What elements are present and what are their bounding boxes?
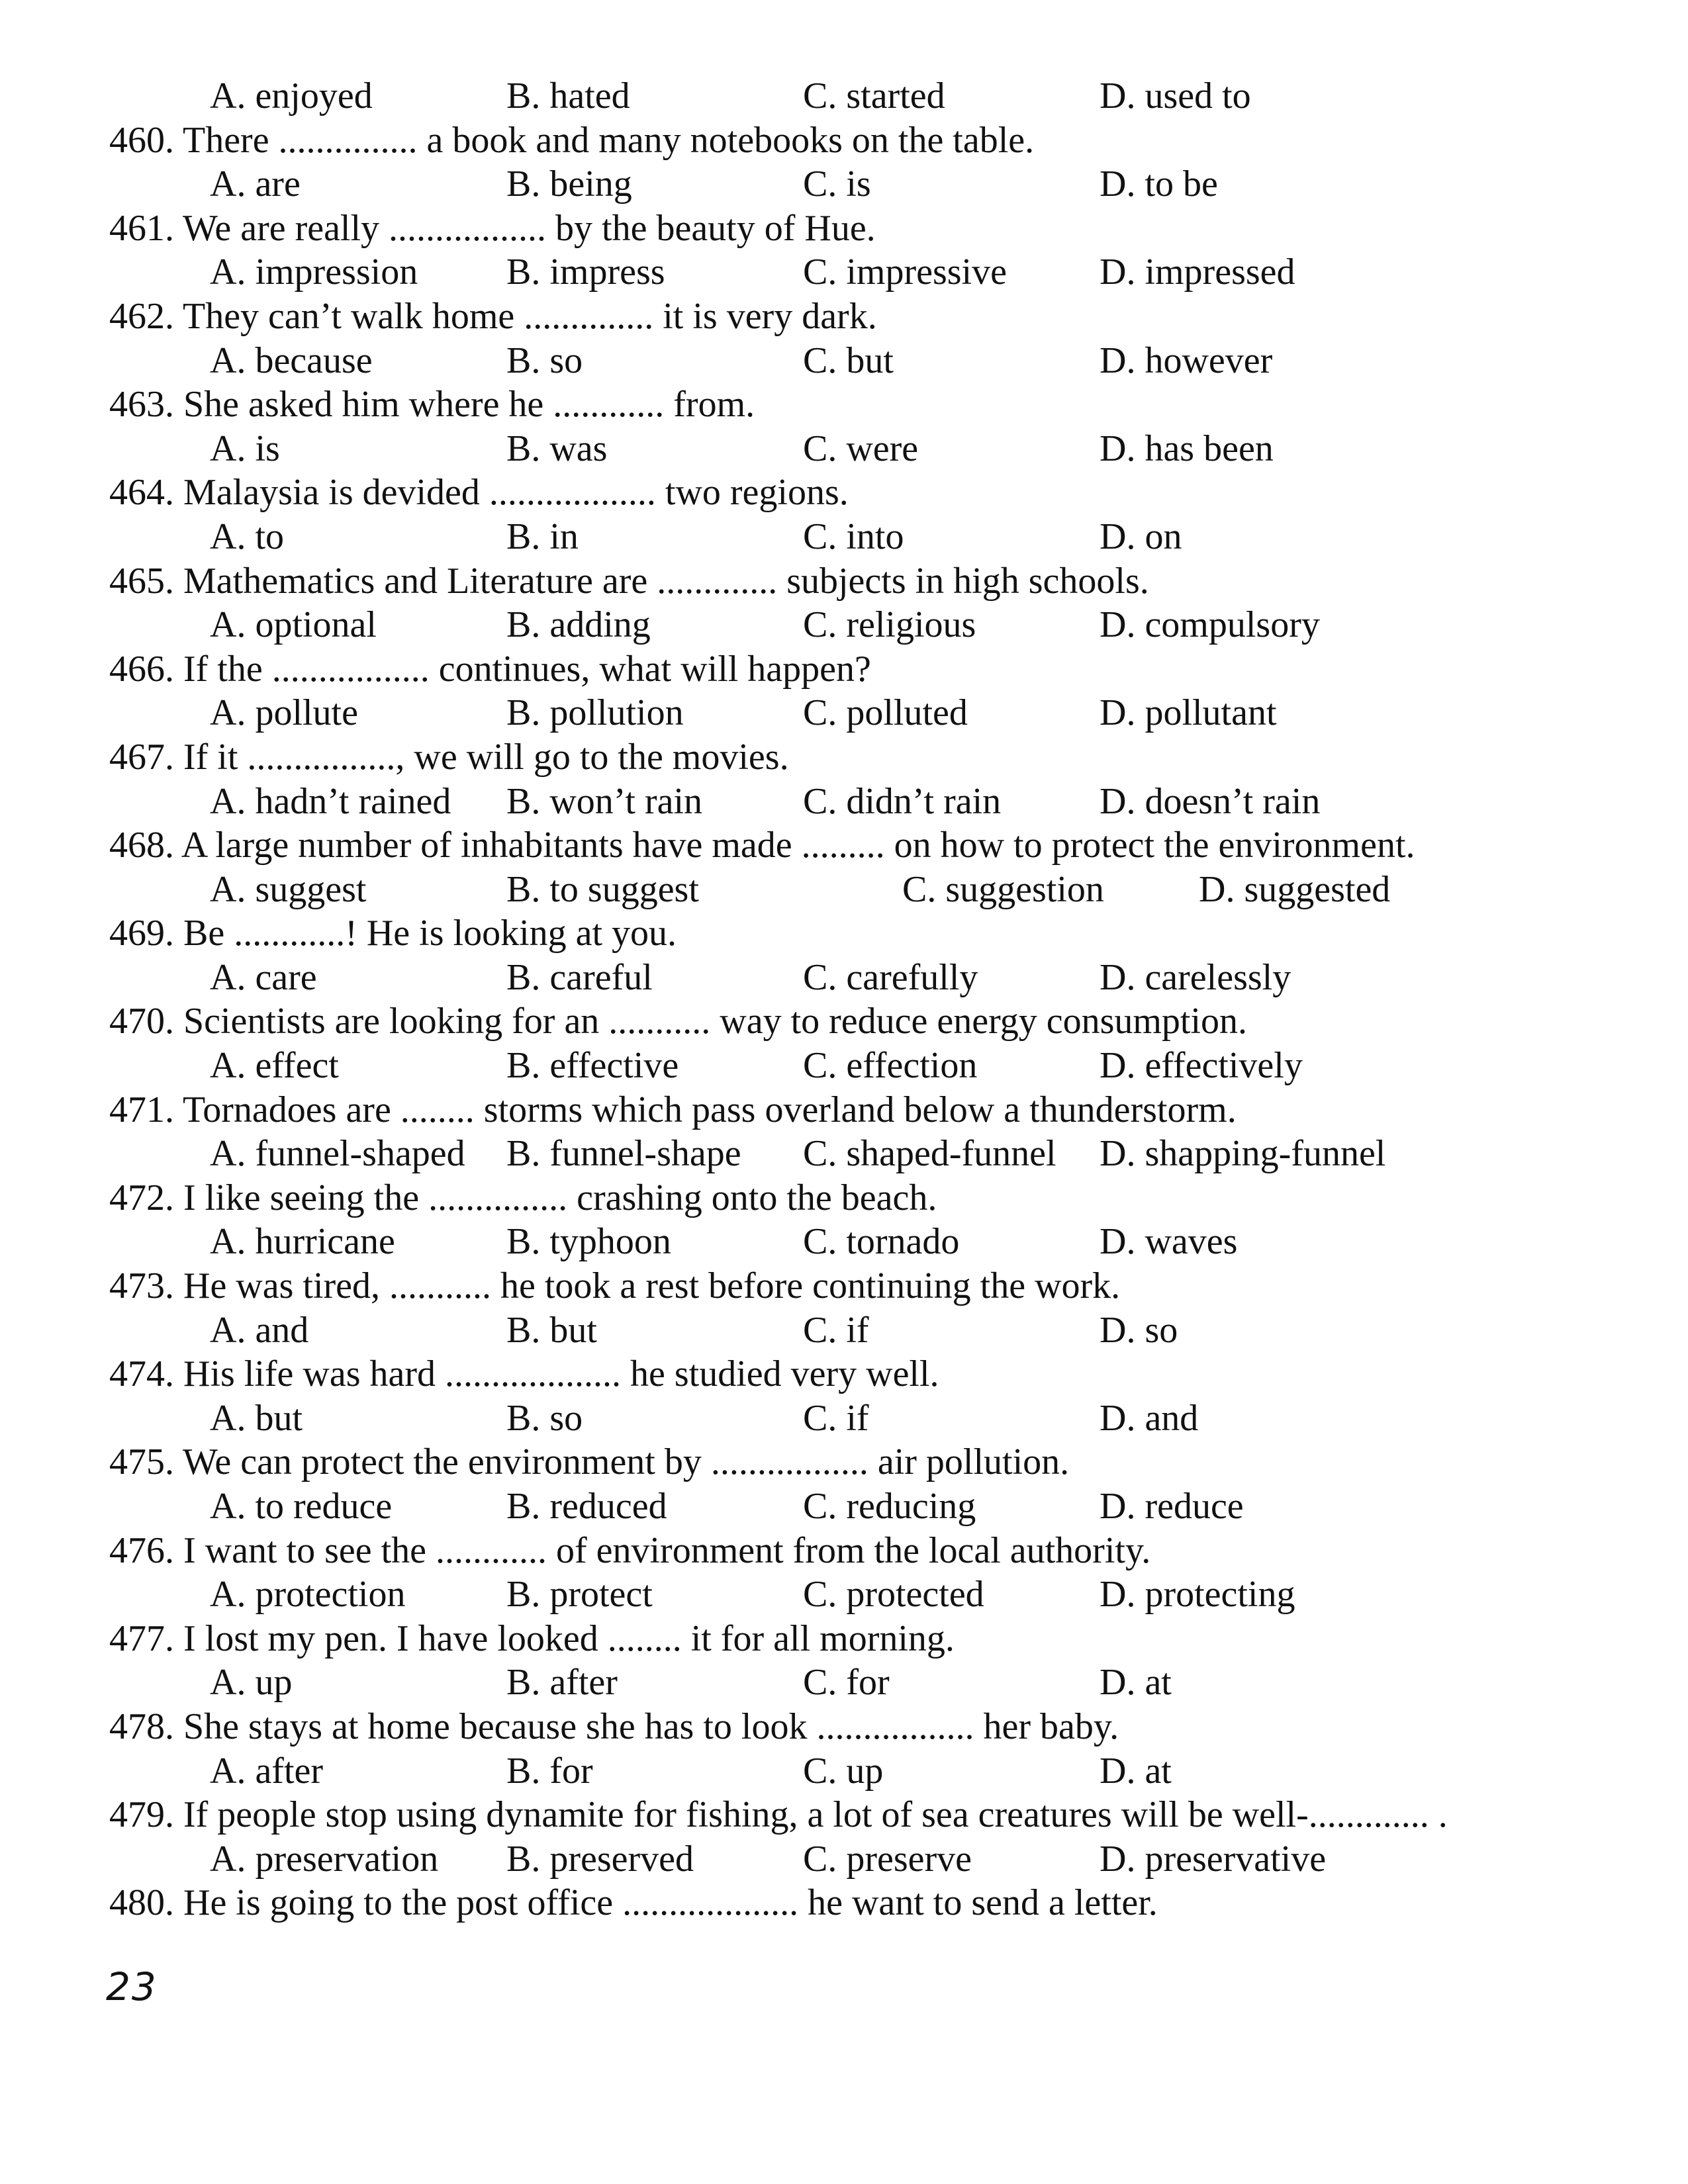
- option-b: B. pollution: [506, 692, 684, 734]
- option-b: B. to suggest: [506, 868, 699, 910]
- option-c: C. up: [803, 1750, 884, 1792]
- option-b: B. won’t rain: [506, 780, 703, 822]
- option-b: B. was: [506, 428, 608, 469]
- options-row: [109, 1396, 1605, 1441]
- options-row: [109, 250, 1605, 295]
- question-467: 467. If it ................, we will go to the movies.: [109, 736, 789, 778]
- options-row: [109, 1661, 1605, 1705]
- question-474: 474. His life was hard ................... he studied very well.: [109, 1353, 939, 1395]
- option-a: A. optional: [210, 604, 377, 646]
- option-c: C. into: [803, 516, 904, 557]
- option-a: A. hurricane: [210, 1221, 395, 1263]
- option-c: C. impressive: [803, 251, 1007, 293]
- options-row: [109, 74, 1605, 118]
- option-b: B. protect: [506, 1574, 653, 1615]
- option-b: B. careful: [506, 956, 653, 998]
- option-c: C. preserve: [803, 1838, 972, 1880]
- option-d: D. compulsory: [1100, 604, 1320, 646]
- option-d: D. however: [1100, 340, 1273, 381]
- option-c: C. suggestion: [902, 868, 1104, 910]
- option-d: D. at: [1100, 1662, 1172, 1704]
- option-b: B. but: [506, 1309, 597, 1351]
- options-row: [109, 1484, 1605, 1529]
- option-b: B. reduced: [506, 1486, 667, 1527]
- option-b: B. after: [506, 1662, 618, 1704]
- option-c: C. but: [803, 340, 894, 381]
- options-row: [109, 1132, 1605, 1176]
- question-469: 469. Be ............! He is looking at you.: [109, 913, 677, 954]
- option-d: D. on: [1100, 516, 1182, 557]
- option-c: C. is: [803, 163, 871, 205]
- options-row: [109, 1749, 1605, 1794]
- option-c: C. reducing: [803, 1486, 976, 1527]
- option-b: B. so: [506, 340, 583, 381]
- option-b: B. in: [506, 516, 579, 557]
- page-number: 23: [106, 1964, 158, 2009]
- option-a: A. is: [210, 428, 280, 469]
- option-b: B. for: [506, 1750, 593, 1792]
- options-row: [109, 691, 1605, 735]
- option-b: B. preserved: [506, 1838, 694, 1880]
- question-470: 470. Scientists are looking for an ........... way to reduce energy consumption.: [109, 1001, 1248, 1042]
- option-d: D. carelessly: [1100, 956, 1291, 998]
- option-a: A. preservation: [210, 1838, 439, 1880]
- option-d: D. to be: [1100, 163, 1218, 205]
- question-477: 477. I lost my pen. I have looked ........ it for all morning.: [109, 1617, 955, 1659]
- question-464: 464. Malaysia is devided .................. two regions.: [109, 472, 849, 514]
- option-c: C. were: [803, 428, 919, 469]
- option-c: C. carefully: [803, 956, 978, 998]
- options-row: [109, 1220, 1605, 1264]
- question-471: 471. Tornadoes are ........ storms which pass overland below a thunderstorm.: [109, 1089, 1237, 1130]
- option-d: D. and: [1100, 1397, 1199, 1439]
- option-a: A. to: [210, 516, 284, 557]
- question-479: 479. If people stop using dynamite for fishing, a lot of sea creatures will be well-............. .: [109, 1794, 1448, 1836]
- option-c: C. if: [803, 1309, 869, 1351]
- option-a: A. to reduce: [210, 1486, 393, 1527]
- option-c: C. for: [803, 1662, 890, 1704]
- option-a: A. but: [210, 1397, 303, 1439]
- option-d: D. doesn’t rain: [1100, 780, 1321, 822]
- question-460: 460. There ............... a book and many notebooks on the table.: [109, 119, 1035, 161]
- option-a: A. after: [210, 1750, 324, 1792]
- option-a: A. hadn’t rained: [210, 780, 451, 822]
- options-row: [109, 162, 1605, 206]
- option-b: B. hated: [506, 75, 630, 116]
- option-d: D. suggested: [1199, 868, 1391, 910]
- option-a: A. care: [210, 956, 317, 998]
- question-466: 466. If the ................. continues, what will happen?: [109, 648, 871, 690]
- option-d: D. at: [1100, 1750, 1172, 1792]
- option-a: A. suggest: [210, 868, 367, 910]
- option-d: D. used to: [1100, 75, 1251, 116]
- option-d: D. shapping-funnel: [1100, 1133, 1386, 1175]
- question-480: 480. He is going to the post office ................... he want to send a letter.: [109, 1882, 1158, 1924]
- option-c: C. protected: [803, 1574, 984, 1615]
- option-d: D. pollutant: [1100, 692, 1277, 734]
- question-465: 465. Mathematics and Literature are ............. subjects in high schools.: [109, 560, 1149, 602]
- option-b: B. so: [506, 1397, 583, 1439]
- option-d: D. effectively: [1100, 1045, 1303, 1087]
- option-b: B. typhoon: [506, 1221, 671, 1263]
- question-461: 461. We are really ................. by the beauty of Hue.: [109, 207, 876, 249]
- question-478: 478. She stays at home because she has to look ................. her baby.: [109, 1706, 1119, 1747]
- question-468: 468. A large number of inhabitants have made ......... on how to protect the environment.: [109, 825, 1415, 866]
- option-d: D. preservative: [1100, 1838, 1327, 1880]
- option-b: B. adding: [506, 604, 651, 646]
- option-a: A. and: [210, 1309, 309, 1351]
- option-d: D. has been: [1100, 428, 1274, 469]
- question-463: 463. She asked him where he ............ from.: [109, 384, 755, 426]
- question-472: 472. I like seeing the ............... crashing onto the beach.: [109, 1177, 937, 1218]
- options-row: [109, 1308, 1605, 1353]
- option-a: A. up: [210, 1662, 293, 1704]
- option-c: C. effection: [803, 1045, 978, 1087]
- option-a: A. impression: [210, 251, 418, 293]
- options-row: [109, 1044, 1605, 1088]
- option-c: C. religious: [803, 604, 976, 646]
- option-c: C. started: [803, 75, 945, 116]
- options-row: [109, 780, 1605, 824]
- option-a: A. because: [210, 340, 373, 381]
- options-row: [109, 515, 1605, 559]
- option-c: C. didn’t rain: [803, 780, 1002, 822]
- option-d: D. reduce: [1100, 1486, 1244, 1527]
- options-row: [109, 1837, 1605, 1882]
- options-row: [109, 1572, 1605, 1617]
- question-462: 462. They can’t walk home .............. it is very dark.: [109, 295, 877, 337]
- question-list: [109, 74, 1605, 1925]
- option-b: B. effective: [506, 1045, 679, 1087]
- option-a: A. effect: [210, 1045, 339, 1087]
- option-b: B. funnel-shape: [506, 1133, 741, 1175]
- question-473: 473. He was tired, ........... he took a rest before continuing the work.: [109, 1265, 1121, 1307]
- option-b: B. being: [506, 163, 632, 205]
- option-c: C. if: [803, 1397, 869, 1439]
- option-a: A. enjoyed: [210, 75, 373, 116]
- option-d: D. protecting: [1100, 1574, 1295, 1615]
- question-475: 475. We can protect the environment by ................. air pollution.: [109, 1441, 1070, 1483]
- options-row: [109, 427, 1605, 471]
- option-a: A. pollute: [210, 692, 358, 734]
- option-a: A. are: [210, 163, 301, 205]
- options-row: [109, 339, 1605, 383]
- option-d: D. impressed: [1100, 251, 1295, 293]
- option-c: C. tornado: [803, 1221, 960, 1263]
- options-row: [109, 868, 1605, 912]
- option-a: A. funnel-shaped: [210, 1133, 465, 1175]
- option-c: C. shaped-funnel: [803, 1133, 1056, 1175]
- option-a: A. protection: [210, 1574, 406, 1615]
- option-d: D. so: [1100, 1309, 1178, 1351]
- option-c: C. polluted: [803, 692, 968, 734]
- question-476: 476. I want to see the ............ of environment from the local authority.: [109, 1529, 1151, 1571]
- option-b: B. impress: [506, 251, 665, 293]
- option-d: D. waves: [1100, 1221, 1238, 1263]
- options-row: [109, 603, 1605, 647]
- options-row: [109, 956, 1605, 1000]
